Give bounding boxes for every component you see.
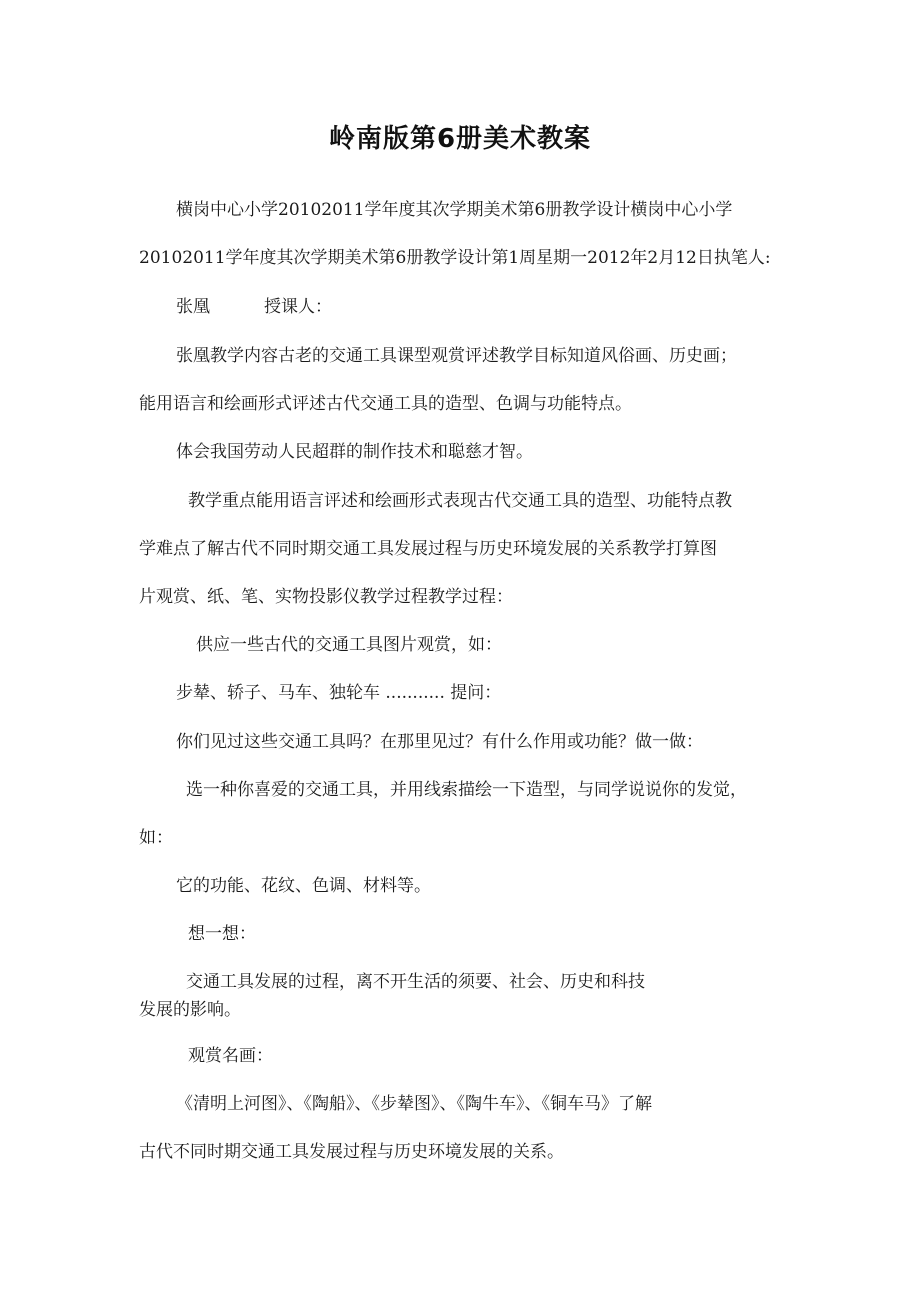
paragraph-line: 古代不同时期交通工具发展过程与历史环境发展的关系。 (139, 1142, 564, 1162)
paragraph-line: 选一种你喜爱的交通工具，并用线索描绘一下造型，与同学说说你的发觉， (186, 780, 747, 800)
paragraph-line: 授课人： (264, 297, 332, 317)
paragraph-line: 供应一些古代的交通工具图片观赏，如： (196, 635, 502, 655)
paragraph-line: 它的功能、花纹、色调、材料等。 (176, 876, 431, 896)
paragraph-line: 体会我国劳动人民超群的制作技术和聪慈才智。 (176, 442, 533, 462)
paragraph-line: 观赏名画： (188, 1046, 273, 1066)
paragraph-line: 能用语言和绘画形式评述古代交通工具的造型、色调与功能特点。 (139, 394, 632, 414)
paragraph-line: 《清明上河图》、《陶船》、《步辇图》、《陶牛车》、《铜车马》了解 (176, 1094, 652, 1114)
paragraph-line: 发展的影响。 (139, 1000, 241, 1020)
paragraph-line: 张凰 (176, 297, 210, 317)
paragraph-line: 教学重点能用语言评述和绘画形式表现古代交通工具的造型、功能特点教 (188, 491, 732, 511)
page-title: 岭南版第6册美术教案 (328, 124, 592, 154)
paragraph-line: 步辇、轿子、马车、独轮车 ........... 提问： (176, 683, 502, 703)
paragraph-line: 想一想： (188, 924, 256, 944)
paragraph-line: 学难点了解古代不同时期交通工具发展过程与历史环境发展的关系教学打算图 (139, 539, 717, 559)
paragraph-line: 横岗中心小学20102011学年度其次学期美术第6册教学设计横岗中心小学 (176, 200, 733, 220)
paragraph-line: 如： (139, 828, 173, 848)
paragraph-line: 你们见过这些交通工具吗？在那里见过？有什么作用或功能？做一做： (176, 732, 703, 752)
paragraph-line: 交通工具发展的过程，离不开生活的须要、社会、历史和科技 (186, 972, 645, 992)
paragraph-line: 张凰教学内容古老的交通工具课型观赏评述教学目标知道风俗画、历史画； (176, 346, 737, 366)
paragraph-line: 20102011学年度其次学期美术第6册教学设计第1周星期一2012年2月12日执笔人: (139, 248, 771, 268)
paragraph-line: 片观赏、纸、笔、实物投影仪教学过程教学过程： (139, 587, 513, 607)
